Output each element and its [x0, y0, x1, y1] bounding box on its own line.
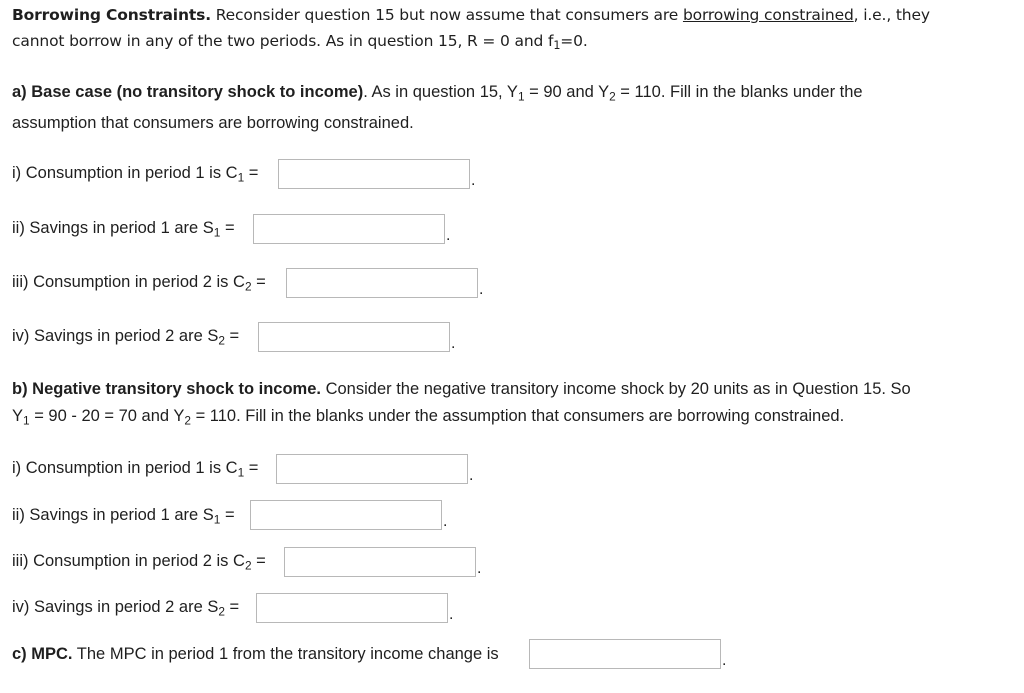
question-b-4-label: iv) Savings in period 2 are $S_2$ = [12, 598, 240, 619]
period-mark: . [443, 513, 448, 530]
mpc-answer-input[interactable] [529, 639, 721, 669]
part-c-label: c) MPC. [12, 645, 73, 663]
question-a-3-label: iii) Consumption in period 2 is $C_2$ = [12, 273, 266, 294]
answer-b-2-input[interactable] [250, 500, 442, 530]
period-mark: . [451, 335, 456, 352]
part-a-label: a) Base case (no transitory shock to income) [12, 83, 364, 101]
question-b-2-label: ii) Savings in period 1 are $S_1$ = [12, 506, 235, 527]
period-mark: . [479, 281, 484, 298]
answer-a-4-input[interactable] [258, 322, 450, 352]
part-b-line-2: $Y_1 = 90 - 20 = 70$ and $Y_2 = 110$. Fill in the blanks under the assumption that consumers are borrowing constrained. [12, 407, 845, 428]
answer-a-2-input[interactable] [253, 214, 445, 244]
intro-title: Borrowing Constraints. [12, 6, 211, 24]
intro-line-1: Borrowing Constraints. Reconsider question 15 but now assume that consumers are borrowing constrained, i.e., they [12, 6, 930, 24]
period-mark: . [469, 467, 474, 484]
answer-b-1-input[interactable] [276, 454, 468, 484]
question-b-3-label: iii) Consumption in period 2 is $C_2$ = [12, 552, 266, 573]
part-a-line-2: assumption that consumers are borrowing constrained. [12, 114, 414, 132]
part-c-question: c) MPC. The MPC in period 1 from the transitory income change is [12, 645, 499, 663]
answer-a-1-input[interactable] [278, 159, 470, 189]
part-b-heading: b) Negative transitory shock to income. Consider the negative transitory income shock by 20 units as in Question 15. So [12, 380, 911, 398]
question-a-4-label: iv) Savings in period 2 are $S_2$ = [12, 327, 240, 348]
answer-a-3-input[interactable] [286, 268, 478, 298]
period-mark: . [446, 227, 451, 244]
question-a-1-label: i) Consumption in period 1 is $C_1$ = [12, 164, 259, 185]
part-b-label: b) Negative transitory shock to income. [12, 380, 321, 398]
answer-b-4-input[interactable] [256, 593, 448, 623]
period-mark: . [722, 652, 727, 669]
intro-text: Reconsider question 15 but now assume that consumers are [210, 6, 683, 24]
intro-line-2: cannot borrow in any of the two periods. As in question 15, R = 0 and $f_1=0$. [12, 32, 588, 53]
answer-b-3-input[interactable] [284, 547, 476, 577]
question-a-2-label: ii) Savings in period 1 are $S_1$ = [12, 219, 235, 240]
part-a-heading: a) Base case (no transitory shock to income). As in question 15, $Y_1 = 90$ and $Y_2 = 110$. Fill in the blanks under the [12, 83, 863, 104]
question-b-1-label: i) Consumption in period 1 is $C_1$ = [12, 459, 259, 480]
borrowing-constrained-link[interactable]: borrowing constrained [682, 6, 854, 24]
period-mark: . [449, 606, 454, 623]
period-mark: . [477, 560, 482, 577]
period-mark: . [471, 172, 476, 189]
